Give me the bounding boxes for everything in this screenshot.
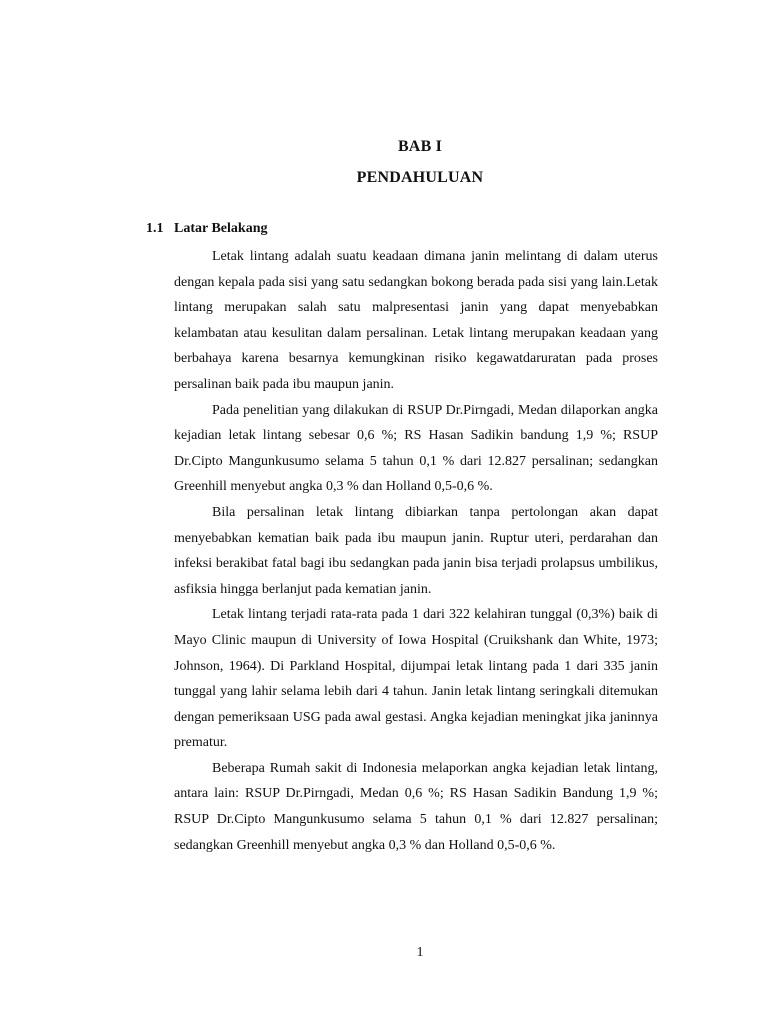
section-number: 1.1: [146, 221, 164, 236]
section-title: Latar Belakang: [174, 221, 268, 236]
paragraph: Letak lintang terjadi rata-rata pada 1 dari 322 kelahiran tunggal (0,3%) baik di Mayo Clinic maupun di University of Iowa Hospital (Cruikshank dan White, 1973; Johnson, 1964). Di Parkland Hospital, dijumpai letak lintang pada 1 dari 335 janin tunggal yang lahir selama lebih dari 4 tahun. Janin letak lintang seringkali ditemukan dengan pemeriksaan USG pada awal gestasi. Angka kejadian meningkat jika janinnya prematur.: [174, 607, 658, 751]
chapter-number: BAB I: [397, 138, 443, 155]
paragraph: Letak lintang adalah suatu keadaan dimana janin melintang di dalam uterus dengan kepala pada sisi yang satu sedangkan bokong berada pada sisi yang lain.Letak lintang merupakan salah satu malpresentasi janin yang dapat menyebabkan kelambatan atau kesulitan dalam persalinan. Letak lintang merupakan keadaan yang berbahaya karena besarnya kemungkinan risiko kegawatdaruratan pada proses persalinan baik pada ibu maupun janin.: [174, 249, 658, 392]
paragraph: Beberapa Rumah sakit di Indonesia melaporkan angka kejadian letak lintang, antara lain: RSUP Dr.Pirngadi, Medan 0,6 %; RS Hasan Sadikin Bandung 1,9 %; RSUP Dr.Cipto Mangunkusumo selama 5 tahun 0,1 % dari 12.827 persalinan; sedangkan Greenhill menyebut angka 0,3 % dan Holland 0,5-0,6 %.: [174, 760, 658, 853]
section-heading: [146, 221, 267, 237]
section-body: [174, 244, 658, 858]
page-number: 1: [416, 945, 424, 960]
paragraph: Bila persalinan letak lintang dibiarkan tanpa pertolongan akan dapat menyebabkan kematian baik pada ibu maupun janin. Ruptur uteri, perdarahan dan infeksi berakibat fatal bagi ibu sedangkan pada janin bisa terjadi prolapsus umbilikus, asfiksia hingga berlanjut pada kematian janin.: [174, 504, 658, 597]
paragraph: Pada penelitian yang dilakukan di RSUP Dr.Pirngadi, Medan dilaporkan angka kejadian letak lintang sebesar 0,6 %; RS Hasan Sadikin bandung 1,9 %; RSUP Dr.Cipto Mangunkusumo selama 5 tahun 0,1 % dari 12.827 persalinan; sedangkan Greenhill menyebut angka 0,3 % dan Holland 0,5-0,6 %.: [174, 402, 658, 495]
chapter-title: PENDAHULUAN: [356, 169, 484, 186]
